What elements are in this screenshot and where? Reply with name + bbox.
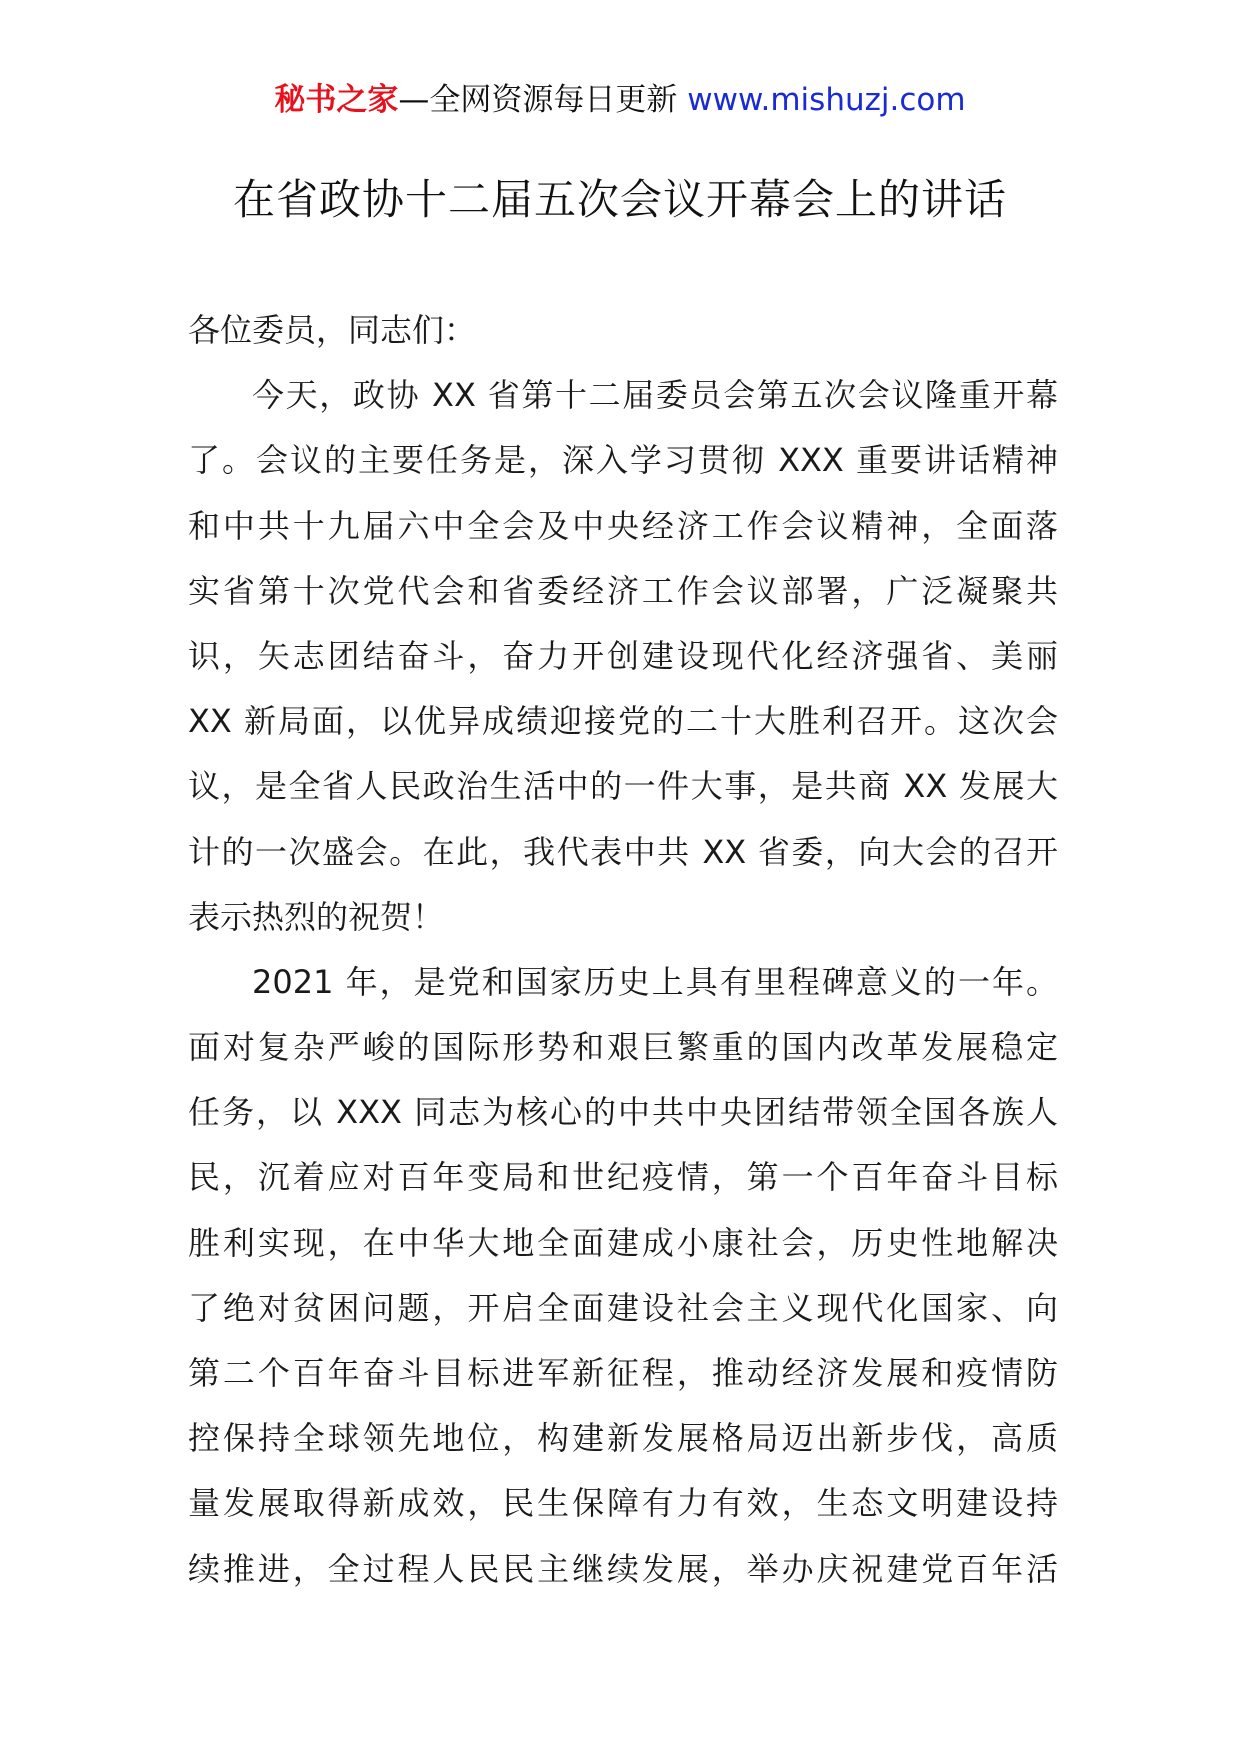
paragraph-line: 计的一次盛会。在此，我代表中共 XX 省委，向大会的召开 xyxy=(188,832,1058,871)
paragraph-line: 识，矢志团结奋斗，奋力开创建设现代化经济强省、美丽 xyxy=(188,636,1058,675)
paragraph-line: 胜利实现，在中华大地全面建成小康社会，历史性地解决 xyxy=(188,1223,1058,1262)
paragraph-line: 了。会议的主要任务是，深入学习贯彻 XXX 重要讲话精神 xyxy=(188,441,1058,480)
paragraph-line: 面对复杂严峻的国际形势和艰巨繁重的国内改革发展稳定 xyxy=(188,1028,1058,1067)
header-slogan: —全网资源每日更新 xyxy=(398,82,688,118)
paragraph-line: 议，是全省人民政治生活中的一件大事，是共商 XX 发展大 xyxy=(188,767,1058,806)
site-url-link[interactable]: www.mishuzj.com xyxy=(687,82,966,118)
paragraph-line: 表示热烈的祝贺！ xyxy=(188,897,445,936)
paragraph-2 xyxy=(188,950,1058,1602)
paragraph-line: 量发展取得新成效，民生保障有力有效，生态文明建设持 xyxy=(188,1484,1058,1523)
paragraph-line: 第二个百年奋斗目标进军新征程，推动经济发展和疫情防 xyxy=(188,1354,1058,1392)
paragraph-line: 任务，以 XXX 同志为核心的中共中央团结带领全国各族人 xyxy=(188,1093,1058,1132)
paragraph-line: 控保持全球领先地位，构建新发展格局迈出新步伐，高质 xyxy=(188,1419,1058,1458)
paragraph-line: XX 新局面，以优异成绩迎接党的二十大胜利召开。这次会 xyxy=(188,702,1058,741)
brand-name: 秘书之家 xyxy=(274,82,399,118)
paragraph-line: 2021 年，是党和国家历史上具有里程碑意义的一年。 xyxy=(252,962,1058,1001)
paragraph-line: 了绝对贫困问题，开启全面建设社会主义现代化国家、向 xyxy=(188,1288,1058,1327)
document-title: 在省政协十二届五次会议开幕会上的讲话 xyxy=(232,175,1007,224)
paragraph-line: 和中共十九届六中全会及中央经济工作会议精神，全面落 xyxy=(188,506,1058,545)
paragraph-line: 民，沉着应对百年变局和世纪疫情，第一个百年奋斗目标 xyxy=(188,1158,1058,1197)
salutation: 各位委员，同志们： xyxy=(188,311,477,349)
paragraph-line: 今天，政协 XX 省第十二届委员会第五次会议隆重开幕 xyxy=(252,376,1058,415)
paragraph-line: 实省第十次党代会和省委经济工作会议部署，广泛凝聚共 xyxy=(188,571,1058,610)
document-body xyxy=(188,298,1058,1602)
paragraph-1 xyxy=(188,363,1058,950)
paragraph-line: 续推进，全过程人民民主继续发展，举办庆祝建党百年活 xyxy=(188,1549,1058,1588)
site-header-banner xyxy=(0,78,1240,122)
